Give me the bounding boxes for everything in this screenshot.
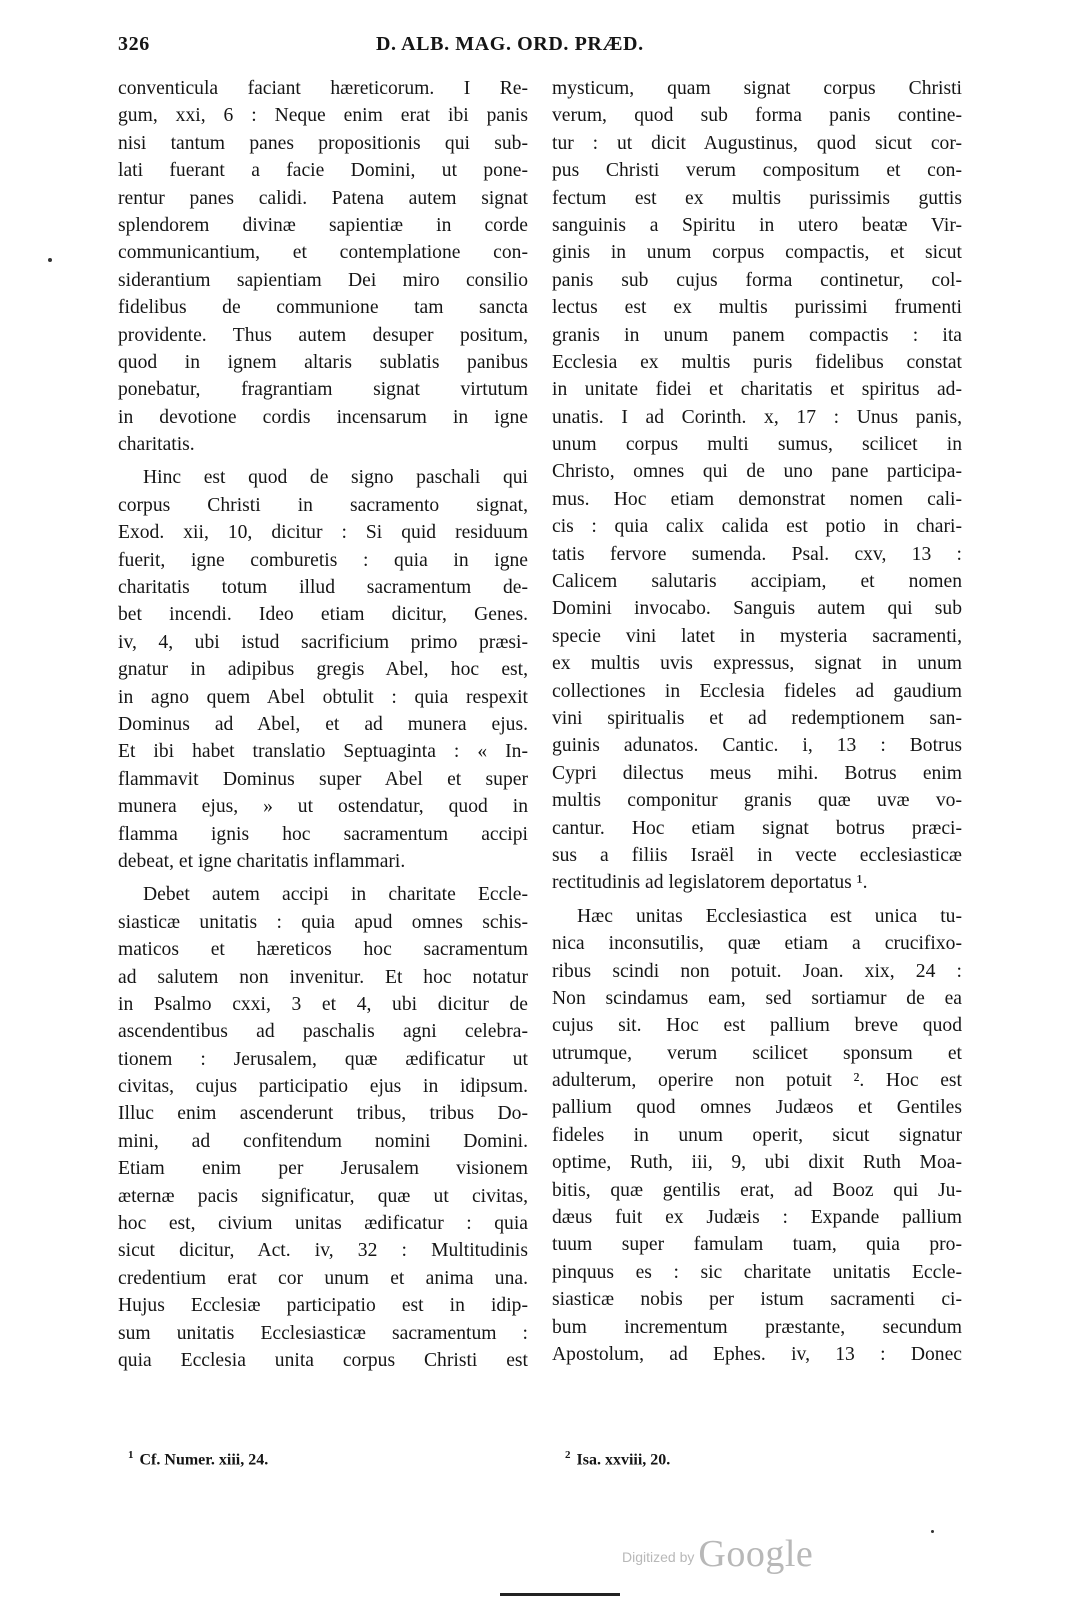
text-line: specie vini latet in mysteria sacramenti, (552, 625, 962, 647)
text-line: nica inconsutilis, quæ etiam a crucifixo- (552, 933, 962, 955)
text-line: siasticæ unitatis : quia apud omnes schis- (118, 911, 528, 933)
text-line: ascendentibus ad paschalis agni celebra- (118, 1021, 528, 1043)
text-line: Dominus ad Abel, et ad munera ejus. (118, 713, 528, 735)
text-line: providente. Thus autem desuper positum, (118, 324, 528, 346)
text-line: utrumque, verum scilicet sponsum et (552, 1042, 962, 1064)
text-line: tur : ut dicit Augustinus, quod sicut cor- (552, 132, 962, 154)
text-line: tuum super famulam tuam, quia pro- (552, 1234, 962, 1256)
footnote-right (565, 1449, 670, 1469)
text-line: vini spiritualis et ad redemptionem san- (552, 707, 962, 729)
running-title: D. ALB. MAG. ORD. PRÆD. (376, 33, 644, 55)
text-line: Apostolum, ad Ephes. iv, 13 : Donec (552, 1343, 962, 1365)
text-line: sicut dicitur, Act. iv, 32 : Multitudinis (118, 1240, 528, 1262)
text-line: guinis adunatos. Cantic. i, 13 : Botrus (552, 735, 962, 757)
text-line: ginis in unum corpus compactis, et sicut (552, 242, 962, 264)
text-line: credentium erat cor unum et anima una. (118, 1267, 528, 1289)
text-line: flamma ignis hoc sacramentum accipi (118, 823, 528, 845)
text-line: rectitudinis ad legislatorem deportatus ¹. (552, 872, 868, 894)
text-line: pallium quod omnes Judæos et Gentiles (552, 1097, 962, 1119)
text-line: verum, quod sub forma panis contine- (552, 105, 962, 127)
text-line: nisi tantum panes propositionis qui sub- (118, 132, 528, 154)
text-line: cis : quia calix calida est potio in chari- (552, 516, 962, 538)
scan-speck (48, 258, 52, 262)
text-line: Calicem salutaris accipiam, et nomen (552, 571, 962, 593)
footnote-text: Cf. Numer. xiii, 24. (139, 1451, 269, 1469)
text-line: Etiam enim per Jerusalem visionem (118, 1158, 528, 1180)
text-line: charitatis. (118, 434, 195, 456)
text-line: splendorem divinæ sapientiæ in corde (118, 214, 528, 236)
page-number: 326 (118, 33, 150, 55)
text-line: hoc est, civium unitas ædificatur : quia (118, 1213, 528, 1235)
text-line: quia Ecclesia unita corpus Christi est (118, 1349, 528, 1371)
text-line: bet incendi. Ideo etiam dicitur, Genes. (118, 604, 528, 626)
left-text-column (118, 75, 528, 1374)
text-line: pinquus es : sic charitate unitatis Eccle- (552, 1261, 962, 1283)
text-line: Hinc est quod de signo paschali qui (143, 467, 528, 489)
footnote-text: Isa. xxviii, 20. (576, 1451, 671, 1469)
running-head (118, 33, 958, 61)
text-line: rentur panes calidi. Patena autem signat (118, 187, 528, 209)
footnote-left (128, 1449, 268, 1469)
text-line: Illuc enim ascenderunt tribus, tribus Do- (118, 1103, 528, 1125)
text-line: Ecclesia ex multis puris fidelibus constat (552, 351, 962, 373)
text-line: fideles in unum operit, sicut signatur (552, 1124, 962, 1146)
text-line: cantur. Hoc etiam signat botrus præci- (552, 817, 962, 839)
text-line: sum unitatis Ecclesiasticæ sacramentum : (118, 1322, 528, 1344)
text-line: æternæ pacis significatur, quæ ut civitas, (118, 1185, 528, 1207)
text-line: lati fuerant a facie Domini, ut pone- (118, 160, 528, 182)
scan-speck (931, 1530, 934, 1533)
footnote-marker: 1 (128, 1449, 134, 1461)
text-line: maticos et hæreticos hoc sacramentum (118, 939, 528, 961)
text-line: Domini invocabo. Sanguis autem qui sub (552, 598, 962, 620)
text-line: cujus sit. Hoc est pallium breve quod (552, 1015, 962, 1037)
text-line: charitatis totum illud sacramentum de- (118, 577, 528, 599)
text-line: quod in ignem altaris sublatis panibus (118, 351, 528, 373)
text-line: munera ejus, » ut ostendatur, quod in (118, 796, 528, 818)
text-line: fuerit, igne comburetis : quia in igne (118, 549, 528, 571)
right-text-column (552, 75, 962, 1368)
text-line: unum corpus multi sumus, scilicet in (552, 434, 962, 456)
text-line: unatis. I ad Corinth. x, 17 : Unus panis, (552, 406, 962, 428)
text-line: dæus fuit ex Judæis : Expande pallium (552, 1207, 962, 1229)
text-line: ex multis uvis expressus, signat in unum (552, 653, 962, 675)
watermark-digitized-by: Digitized by (622, 1549, 695, 1565)
text-line: pus Christi verum compositum et con- (552, 160, 962, 182)
text-line: in devotione cordis incensarum in igne (118, 406, 528, 428)
text-line: siderantium sapientiam Dei miro consilio (118, 269, 528, 291)
text-line: sanguinis a Spiritu in utero beatæ Vir- (552, 214, 962, 236)
text-line: in unitate fidei et charitatis et spiritus ad- (552, 379, 962, 401)
text-line: gnatur in adipibus gregis Abel, hoc est, (118, 659, 528, 681)
text-line: flammavit Dominus super Abel et super (118, 768, 528, 790)
text-line: lectus est ex multis purissimi frumenti (552, 297, 962, 319)
text-line: gum, xxi, 6 : Neque enim erat ibi panis (118, 105, 528, 127)
text-line: mus. Hoc etiam demonstrat nomen cali- (552, 488, 962, 510)
text-line: communicantium, et contemplatione con- (118, 242, 528, 264)
text-line: siasticæ nobis per istum sacramenti ci- (552, 1289, 962, 1311)
text-line: tatis fervore sumenda. Psal. cxv, 13 : (552, 543, 962, 565)
text-line: civitas, cujus participatio ejus in idipsum. (118, 1076, 528, 1098)
text-line: fidelibus de communione tam sancta (118, 297, 528, 319)
text-line: bitis, quæ gentilis erat, ad Booz qui Ju- (552, 1179, 962, 1201)
text-line: conventicula faciant hæreticorum. I Re- (118, 78, 528, 99)
text-line: iv, 4, ubi istud sacrificium primo præsi- (118, 631, 528, 653)
text-line: panis sub cujus forma continetur, col- (552, 269, 962, 291)
page-edge-rule (500, 1593, 620, 1596)
text-line: tionem : Jerusalem, quæ ædificatur ut (118, 1048, 528, 1070)
text-line: optime, Ruth, iii, 9, ubi dixit Ruth Moa- (552, 1152, 962, 1174)
text-line: Et ibi habet translatio Septuaginta : « In- (118, 741, 528, 763)
text-line: Debet autem accipi in charitate Eccle- (143, 884, 528, 906)
text-line: ponebatur, fragrantiam signat virtutum (118, 379, 528, 401)
text-line: Exod. xii, 10, dicitur : Si quid residuum (118, 522, 528, 544)
text-line: Non scindamus eam, sed sortiamur de ea (552, 987, 962, 1009)
text-line: in Psalmo cxxi, 3 et 4, ubi dicitur de (118, 993, 528, 1015)
text-line: bum incrementum præstante, secundum (552, 1316, 962, 1338)
text-line: ad salutem non invenitur. Et hoc notatur (118, 966, 528, 988)
text-line: multis componitur granis quæ uvæ vo- (552, 790, 962, 812)
text-line: fectum est ex multis purissimis guttis (552, 187, 962, 209)
text-line: corpus Christi in sacramento signat, (118, 494, 528, 516)
text-line: sus a filiis Israël in vecte ecclesiasticæ (552, 844, 962, 866)
text-line: ribus scindi non potuit. Joan. xix, 24 : (552, 960, 962, 982)
digitized-watermark (622, 1532, 813, 1576)
text-line: Hæc unitas Ecclesiastica est unica tu- (577, 905, 962, 927)
text-line: in agno quem Abel obtulit : quia respexit (118, 686, 528, 708)
text-line: debeat, et igne charitatis inflammari. (118, 850, 406, 872)
text-line: granis in unum panem compactis : ita (552, 324, 962, 346)
text-line: collectiones in Ecclesia fideles ad gaudium (552, 680, 962, 702)
text-line: mysticum, quam signat corpus Christi (552, 78, 962, 99)
footnote-marker: 2 (565, 1449, 571, 1461)
text-line: adulterum, operire non potuit ². Hoc est (552, 1070, 962, 1092)
text-line: mini, ad confitendum nomini Domini. (118, 1130, 528, 1152)
text-line: Cypri dilectus meus mihi. Botrus enim (552, 762, 962, 784)
watermark-google-logo: Google (698, 1533, 814, 1575)
text-line: Christo, omnes qui de uno pane participa- (552, 461, 962, 483)
text-line: Hujus Ecclesiæ participatio est in idip- (118, 1295, 528, 1317)
